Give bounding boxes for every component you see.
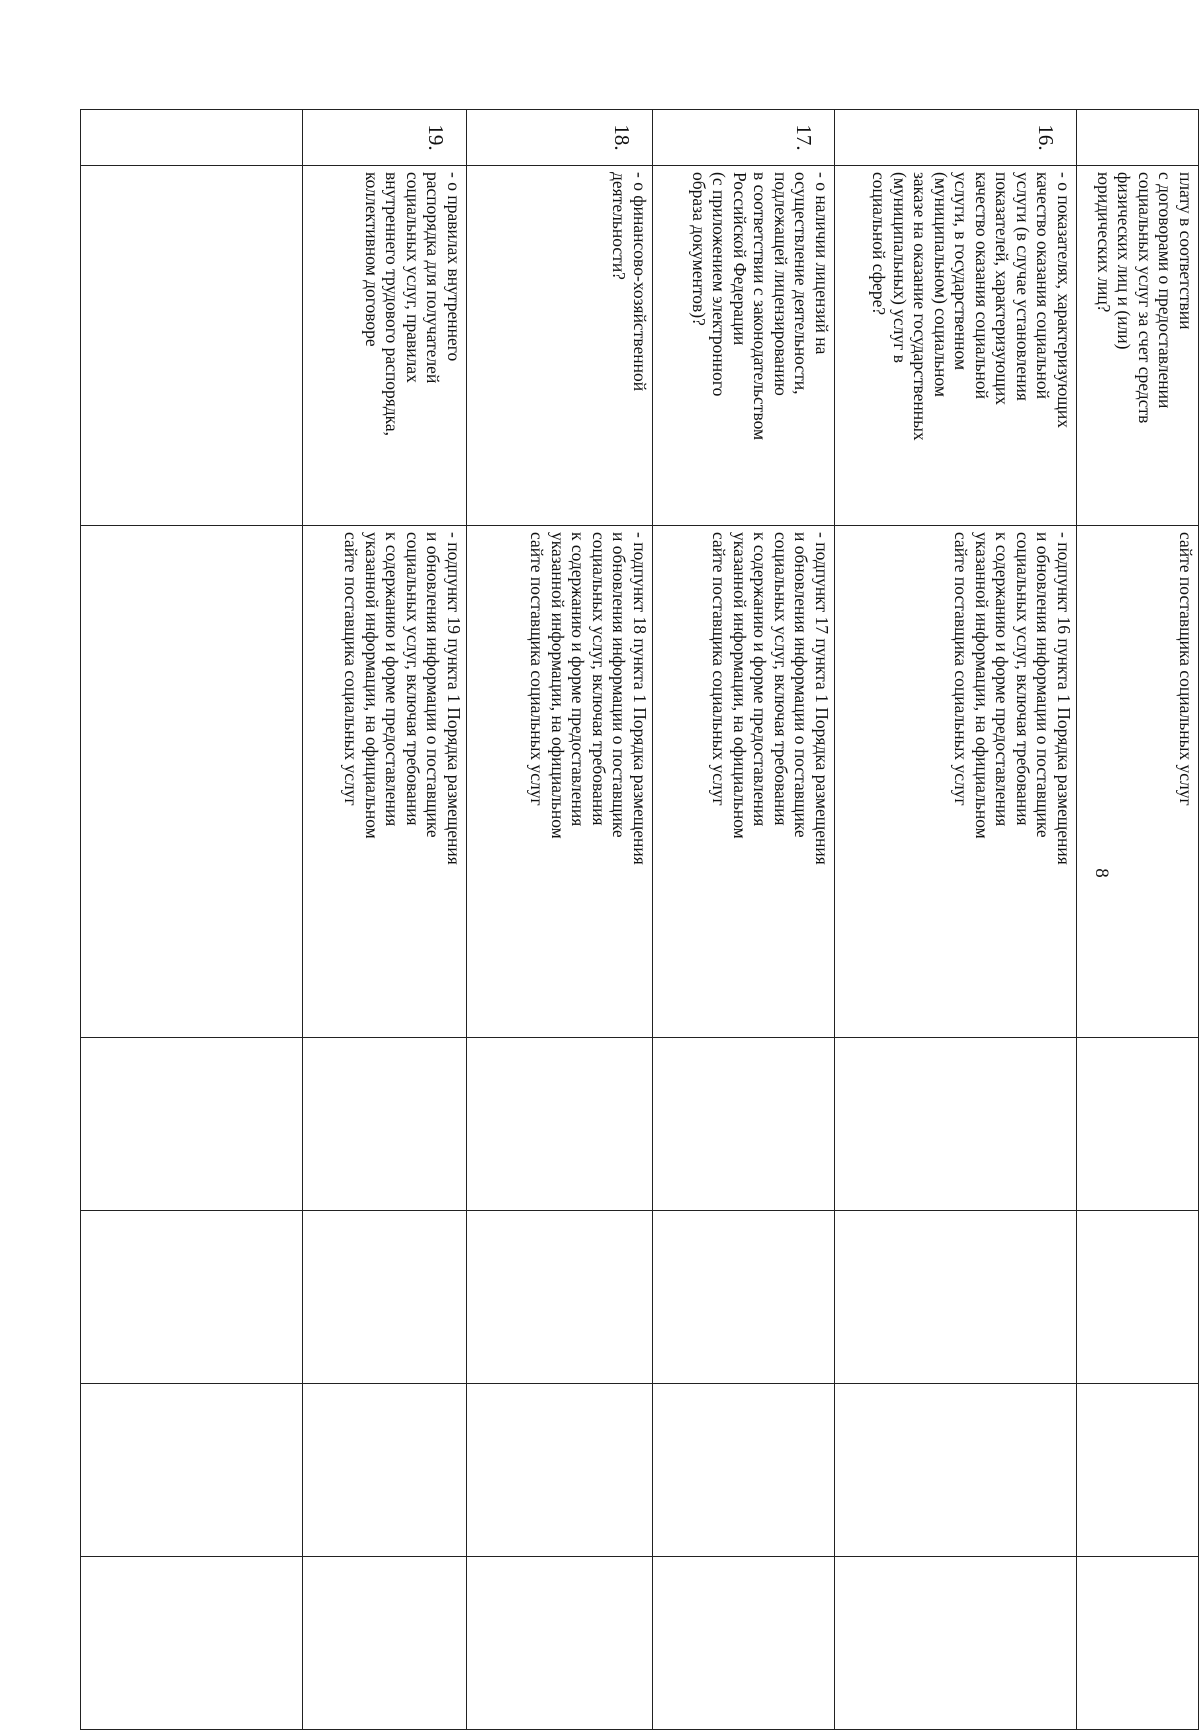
question-cell bbox=[81, 166, 303, 526]
row-number: 17. bbox=[653, 110, 835, 166]
answer-cell bbox=[467, 1211, 653, 1384]
row-number: 19. bbox=[303, 110, 467, 166]
row-number bbox=[81, 110, 303, 166]
answer-cell bbox=[835, 1211, 1077, 1384]
table-row bbox=[81, 110, 303, 1730]
answer-cell bbox=[653, 1038, 835, 1211]
answer-cell bbox=[835, 1557, 1077, 1730]
table-row bbox=[303, 110, 467, 1730]
answer-cell bbox=[467, 1557, 653, 1730]
answer-cell bbox=[1077, 1038, 1199, 1211]
answer-cell bbox=[81, 1038, 303, 1211]
answer-cell bbox=[467, 1038, 653, 1211]
row-number bbox=[1077, 110, 1199, 166]
page-number: 8 bbox=[1090, 868, 1112, 878]
question-cell: - о показателях, характеризующих качество оказания социальной услуги (в случае установления показателей, характеризующих качество оказания социальной услуги, в государственном (муниципальном) социальном заказе на оказание государственных (муниципальных) услуг в социальной сфере? bbox=[835, 166, 1077, 526]
answer-cell bbox=[1077, 1384, 1199, 1557]
answer-cell bbox=[81, 1211, 303, 1384]
table-row bbox=[653, 110, 835, 1730]
answer-cell bbox=[303, 1384, 467, 1557]
answer-cell bbox=[303, 1038, 467, 1211]
question-cell: - о правилах внутреннего распорядка для получателей социальных услуг, правилах внутреннего трудового распорядка, коллективном договоре bbox=[303, 166, 467, 526]
answer-cell bbox=[303, 1211, 467, 1384]
answer-cell bbox=[81, 1384, 303, 1557]
checklist-table bbox=[80, 109, 1199, 1730]
answer-cell bbox=[303, 1557, 467, 1730]
answer-cell bbox=[1077, 1557, 1199, 1730]
question-cell: - о финансово-хозяйственной деятельности? bbox=[467, 166, 653, 526]
answer-cell bbox=[835, 1384, 1077, 1557]
question-cell: - о наличии лицензий на осуществление деятельности, подлежащей лицензированию в соответствии с законодательством Российской Федерации (с приложением электронного образа документов)? bbox=[653, 166, 835, 526]
source-cell: - подпункт 16 пункта 1 Порядка размещения и обновления информации о поставщике социальных услуг, включая требования к содержанию и форме предоставления указанной информации, на официальном сайте поставщика социальных услуг bbox=[835, 526, 1077, 1038]
source-cell: - подпункт 18 пункта 1 Порядка размещения и обновления информации о поставщике социальных услуг, включая требования к содержанию и форме предоставления указанной информации, на официальном сайте поставщика социальных услуг bbox=[467, 526, 653, 1038]
answer-cell bbox=[81, 1557, 303, 1730]
table-row bbox=[467, 110, 653, 1730]
answer-cell bbox=[1077, 1211, 1199, 1384]
answer-cell bbox=[467, 1384, 653, 1557]
row-number: 18. bbox=[467, 110, 653, 166]
table-row bbox=[835, 110, 1077, 1730]
table-row bbox=[1077, 110, 1199, 1730]
answer-cell bbox=[653, 1384, 835, 1557]
question-cell: плату в соответствии с договорами о предоставлении социальных услуг за счет средств физических лиц и (или) юридических лиц? bbox=[1077, 166, 1199, 526]
source-cell: - подпункт 19 пункта 1 Порядка размещения и обновления информации о поставщике социальных услуг, включая требования к содержанию и форме предоставления указанной информации, на официальном сайте поставщика социальных услуг bbox=[303, 526, 467, 1038]
answer-cell bbox=[835, 1038, 1077, 1211]
answer-cell bbox=[653, 1211, 835, 1384]
answer-cell bbox=[653, 1557, 835, 1730]
row-number: 16. bbox=[835, 110, 1077, 166]
source-cell bbox=[81, 526, 303, 1038]
source-cell: - подпункт 17 пункта 1 Порядка размещения и обновления информации о поставщике социальных услуг, включая требования к содержанию и форме предоставления указанной информации, на официальном сайте поставщика социальных услуг bbox=[653, 526, 835, 1038]
source-cell: сайте поставщика социальных услуг bbox=[1077, 526, 1199, 1038]
